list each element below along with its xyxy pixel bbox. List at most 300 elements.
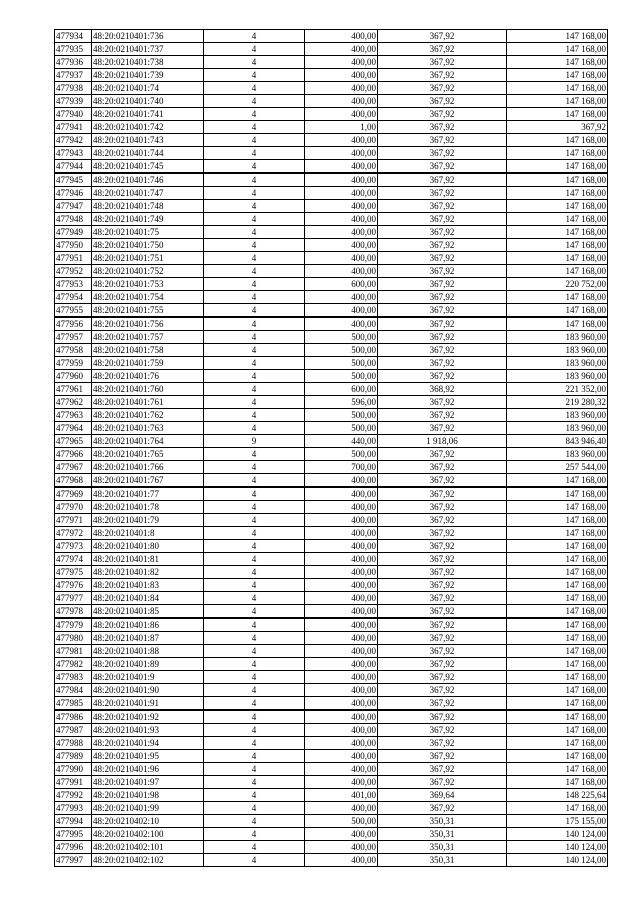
- cadastral-number-cell: 48:20:0210401:746: [92, 173, 204, 187]
- area-cell: 500,00: [305, 331, 378, 344]
- row-id-cell: 477975: [55, 566, 92, 579]
- quarter-cell: 4: [204, 645, 305, 658]
- row-id-cell: 477953: [55, 278, 92, 291]
- cadastral-number-cell: 48:20:0210401:748: [92, 200, 204, 213]
- row-id-cell: 477969: [55, 487, 92, 501]
- row-id-cell: 477980: [55, 632, 92, 645]
- row-id-cell: 477985: [55, 697, 92, 711]
- quarter-cell: 4: [204, 331, 305, 344]
- quarter-cell: 4: [204, 422, 305, 435]
- cadastral-number-cell: 48:20:0210401:765: [92, 448, 204, 461]
- cadastral-number-cell: 48:20:0210401:755: [92, 304, 204, 318]
- unit-price-cell: 367,92: [378, 461, 507, 474]
- unit-price-cell: 367,92: [378, 501, 507, 514]
- row-id-cell: 477984: [55, 684, 92, 697]
- row-id-cell: 477968: [55, 474, 92, 488]
- total-value-cell: 147 168,00: [507, 95, 608, 108]
- area-cell: 500,00: [305, 422, 378, 435]
- quarter-cell: 4: [204, 501, 305, 514]
- unit-price-cell: 367,92: [378, 95, 507, 108]
- row-id-cell: 477991: [55, 776, 92, 789]
- quarter-cell: 4: [204, 789, 305, 802]
- area-cell: 400,00: [305, 592, 378, 605]
- quarter-cell: 4: [204, 854, 305, 867]
- table-row: [55, 605, 608, 619]
- unit-price-cell: 367,92: [378, 252, 507, 265]
- row-id-cell: 477994: [55, 815, 92, 828]
- row-id-cell: 477947: [55, 200, 92, 213]
- row-id-cell: 477964: [55, 422, 92, 435]
- table-row: [55, 684, 608, 697]
- quarter-cell: 4: [204, 737, 305, 750]
- area-cell: 500,00: [305, 815, 378, 828]
- unit-price-cell: 367,92: [378, 121, 507, 134]
- table-row: [55, 278, 608, 291]
- unit-price-cell: 367,92: [378, 710, 507, 724]
- unit-price-cell: 367,92: [378, 409, 507, 422]
- row-id-cell: 477946: [55, 187, 92, 200]
- cadastral-number-cell: 48:20:0210401:96: [92, 763, 204, 776]
- table-row: [55, 226, 608, 239]
- total-value-cell: 843 946,40: [507, 435, 608, 448]
- cadastral-number-cell: 48:20:0210401:83: [92, 579, 204, 592]
- row-id-cell: 477974: [55, 553, 92, 566]
- row-id-cell: 477958: [55, 344, 92, 357]
- area-cell: 400,00: [305, 501, 378, 514]
- quarter-cell: 4: [204, 396, 305, 409]
- quarter-cell: 4: [204, 134, 305, 147]
- table-row: [55, 187, 608, 200]
- quarter-cell: 4: [204, 30, 305, 43]
- total-value-cell: 147 168,00: [507, 187, 608, 200]
- row-id-cell: 477977: [55, 592, 92, 605]
- row-id-cell: 477981: [55, 645, 92, 658]
- total-value-cell: 147 168,00: [507, 750, 608, 763]
- total-value-cell: 147 168,00: [507, 317, 608, 331]
- row-id-cell: 477989: [55, 750, 92, 763]
- table-row: [55, 501, 608, 514]
- area-cell: 400,00: [305, 252, 378, 265]
- table-row: [55, 514, 608, 527]
- quarter-cell: 4: [204, 684, 305, 697]
- table-row: [55, 632, 608, 645]
- unit-price-cell: 367,92: [378, 540, 507, 553]
- row-id-cell: 477942: [55, 134, 92, 147]
- table-row: [55, 213, 608, 226]
- row-id-cell: 477970: [55, 501, 92, 514]
- total-value-cell: 183 960,00: [507, 331, 608, 344]
- unit-price-cell: 367,92: [378, 56, 507, 69]
- quarter-cell: 4: [204, 828, 305, 841]
- area-cell: 400,00: [305, 147, 378, 160]
- table-row: [55, 291, 608, 304]
- unit-price-cell: 367,92: [378, 344, 507, 357]
- total-value-cell: 147 168,00: [507, 763, 608, 776]
- table-row: [55, 854, 608, 867]
- total-value-cell: 257 544,00: [507, 461, 608, 474]
- row-id-cell: 477949: [55, 226, 92, 239]
- quarter-cell: 4: [204, 540, 305, 553]
- cadastral-number-cell: 48:20:0210401:89: [92, 658, 204, 671]
- total-value-cell: 147 168,00: [507, 724, 608, 737]
- quarter-cell: 4: [204, 474, 305, 488]
- cadastral-number-cell: 48:20:0210401:750: [92, 239, 204, 252]
- area-cell: 500,00: [305, 409, 378, 422]
- unit-price-cell: 367,92: [378, 265, 507, 278]
- total-value-cell: 367,92: [507, 121, 608, 134]
- unit-price-cell: 369,64: [378, 789, 507, 802]
- cadastral-number-cell: 48:20:0210401:754: [92, 291, 204, 304]
- quarter-cell: 4: [204, 344, 305, 357]
- total-value-cell: 220 752,00: [507, 278, 608, 291]
- area-cell: 596,00: [305, 396, 378, 409]
- area-cell: 600,00: [305, 278, 378, 291]
- quarter-cell: 4: [204, 226, 305, 239]
- unit-price-cell: 367,92: [378, 69, 507, 82]
- total-value-cell: 183 960,00: [507, 448, 608, 461]
- cadastral-number-cell: 48:20:0210401:766: [92, 461, 204, 474]
- cadastral-number-cell: 48:20:0210401:741: [92, 108, 204, 121]
- area-cell: 500,00: [305, 370, 378, 383]
- area-cell: 400,00: [305, 213, 378, 226]
- area-cell: 440,00: [305, 435, 378, 448]
- cadastral-number-cell: 48:20:0210401:758: [92, 344, 204, 357]
- cadastral-number-cell: 48:20:0210401:88: [92, 645, 204, 658]
- area-cell: 400,00: [305, 553, 378, 566]
- cadastral-number-cell: 48:20:0210401:85: [92, 605, 204, 619]
- quarter-cell: 4: [204, 763, 305, 776]
- total-value-cell: 147 168,00: [507, 56, 608, 69]
- unit-price-cell: 350,31: [378, 854, 507, 867]
- total-value-cell: 147 168,00: [507, 291, 608, 304]
- unit-price-cell: 367,92: [378, 226, 507, 239]
- area-cell: 600,00: [305, 383, 378, 396]
- cadastral-number-cell: 48:20:0210401:99: [92, 802, 204, 815]
- total-value-cell: 147 168,00: [507, 213, 608, 226]
- total-value-cell: 147 168,00: [507, 618, 608, 632]
- total-value-cell: 147 168,00: [507, 252, 608, 265]
- table-row: [55, 409, 608, 422]
- table-row: [55, 43, 608, 56]
- cadastral-number-cell: 48:20:0210401:745: [92, 160, 204, 174]
- quarter-cell: 4: [204, 658, 305, 671]
- table-row: [55, 252, 608, 265]
- table-row: [55, 763, 608, 776]
- total-value-cell: 147 168,00: [507, 527, 608, 540]
- table-row: [55, 566, 608, 579]
- unit-price-cell: 367,92: [378, 737, 507, 750]
- table-row: [55, 357, 608, 370]
- quarter-cell: 4: [204, 697, 305, 711]
- cadastral-number-cell: 48:20:0210401:739: [92, 69, 204, 82]
- quarter-cell: 4: [204, 173, 305, 187]
- unit-price-cell: 367,92: [378, 605, 507, 619]
- table-row: [55, 69, 608, 82]
- area-cell: 400,00: [305, 82, 378, 95]
- cadastral-number-cell: 48:20:0210401:738: [92, 56, 204, 69]
- row-id-cell: 477986: [55, 710, 92, 724]
- total-value-cell: 175 155,00: [507, 815, 608, 828]
- row-id-cell: 477983: [55, 671, 92, 684]
- area-cell: 400,00: [305, 776, 378, 789]
- table-row: [55, 56, 608, 69]
- total-value-cell: 147 168,00: [507, 69, 608, 82]
- row-id-cell: 477960: [55, 370, 92, 383]
- row-id-cell: 477934: [55, 30, 92, 43]
- table-row: [55, 422, 608, 435]
- area-cell: 500,00: [305, 448, 378, 461]
- total-value-cell: 147 168,00: [507, 265, 608, 278]
- quarter-cell: 4: [204, 95, 305, 108]
- quarter-cell: 4: [204, 618, 305, 632]
- area-cell: 400,00: [305, 69, 378, 82]
- cadastral-number-cell: 48:20:0210401:756: [92, 317, 204, 331]
- row-id-cell: 477967: [55, 461, 92, 474]
- total-value-cell: 147 168,00: [507, 566, 608, 579]
- table-row: [55, 95, 608, 108]
- area-cell: 400,00: [305, 854, 378, 867]
- area-cell: 400,00: [305, 200, 378, 213]
- table-row: [55, 239, 608, 252]
- table-row: [55, 147, 608, 160]
- quarter-cell: 4: [204, 605, 305, 619]
- table-row: [55, 108, 608, 121]
- total-value-cell: 147 168,00: [507, 200, 608, 213]
- total-value-cell: 147 168,00: [507, 540, 608, 553]
- quarter-cell: 4: [204, 265, 305, 278]
- total-value-cell: 147 168,00: [507, 553, 608, 566]
- row-id-cell: 477987: [55, 724, 92, 737]
- cadastral-number-cell: 48:20:0210401:743: [92, 134, 204, 147]
- quarter-cell: 4: [204, 56, 305, 69]
- total-value-cell: 147 168,00: [507, 239, 608, 252]
- area-cell: 500,00: [305, 357, 378, 370]
- area-cell: 400,00: [305, 173, 378, 187]
- quarter-cell: 4: [204, 409, 305, 422]
- area-cell: 400,00: [305, 645, 378, 658]
- unit-price-cell: 350,31: [378, 841, 507, 854]
- quarter-cell: 4: [204, 200, 305, 213]
- table-row: [55, 200, 608, 213]
- unit-price-cell: 367,92: [378, 173, 507, 187]
- quarter-cell: 4: [204, 461, 305, 474]
- total-value-cell: 147 168,00: [507, 645, 608, 658]
- table-row: [55, 435, 608, 448]
- quarter-cell: 4: [204, 147, 305, 160]
- cadastral-number-cell: 48:20:0210401:82: [92, 566, 204, 579]
- table-row: [55, 527, 608, 540]
- cadastral-number-cell: 48:20:0210401:8: [92, 527, 204, 540]
- quarter-cell: 4: [204, 82, 305, 95]
- total-value-cell: 147 168,00: [507, 501, 608, 514]
- total-value-cell: 147 168,00: [507, 30, 608, 43]
- unit-price-cell: 367,92: [378, 697, 507, 711]
- cadastral-number-cell: 48:20:0210401:78: [92, 501, 204, 514]
- cadastral-number-cell: 48:20:0210401:737: [92, 43, 204, 56]
- row-id-cell: 477957: [55, 331, 92, 344]
- unit-price-cell: 367,92: [378, 304, 507, 318]
- unit-price-cell: 367,92: [378, 108, 507, 121]
- total-value-cell: 147 168,00: [507, 226, 608, 239]
- quarter-cell: 4: [204, 448, 305, 461]
- row-id-cell: 477944: [55, 160, 92, 174]
- quarter-cell: 4: [204, 291, 305, 304]
- table-row: [55, 592, 608, 605]
- quarter-cell: 4: [204, 776, 305, 789]
- total-value-cell: 147 168,00: [507, 632, 608, 645]
- row-id-cell: 477963: [55, 409, 92, 422]
- total-value-cell: 147 168,00: [507, 160, 608, 174]
- table-row: [55, 658, 608, 671]
- unit-price-cell: 367,92: [378, 776, 507, 789]
- total-value-cell: 183 960,00: [507, 370, 608, 383]
- table-row: [55, 331, 608, 344]
- row-id-cell: 477950: [55, 239, 92, 252]
- cadastral-number-cell: 48:20:0210401:84: [92, 592, 204, 605]
- quarter-cell: 4: [204, 553, 305, 566]
- area-cell: 400,00: [305, 304, 378, 318]
- cadastral-number-cell: 48:20:0210401:740: [92, 95, 204, 108]
- table-row: [55, 540, 608, 553]
- unit-price-cell: 367,92: [378, 671, 507, 684]
- row-id-cell: 477993: [55, 802, 92, 815]
- table-row: [55, 173, 608, 187]
- table-row: [55, 750, 608, 763]
- row-id-cell: 477955: [55, 304, 92, 318]
- table-row: [55, 461, 608, 474]
- unit-price-cell: 367,92: [378, 684, 507, 697]
- area-cell: 400,00: [305, 566, 378, 579]
- table-row: [55, 396, 608, 409]
- row-id-cell: 477936: [55, 56, 92, 69]
- area-cell: 400,00: [305, 317, 378, 331]
- table-row: [55, 160, 608, 174]
- unit-price-cell: 367,92: [378, 632, 507, 645]
- area-cell: 400,00: [305, 30, 378, 43]
- total-value-cell: 148 225,64: [507, 789, 608, 802]
- area-cell: 400,00: [305, 514, 378, 527]
- cadastral-number-cell: 48:20:0210401:98: [92, 789, 204, 802]
- quarter-cell: 4: [204, 69, 305, 82]
- quarter-cell: 9: [204, 435, 305, 448]
- row-id-cell: 477959: [55, 357, 92, 370]
- row-id-cell: 477941: [55, 121, 92, 134]
- area-cell: 400,00: [305, 474, 378, 488]
- total-value-cell: 147 168,00: [507, 82, 608, 95]
- area-cell: 400,00: [305, 239, 378, 252]
- area-cell: 400,00: [305, 632, 378, 645]
- quarter-cell: 4: [204, 383, 305, 396]
- table-row: [55, 317, 608, 331]
- table-body: [55, 30, 608, 867]
- cadastral-number-cell: 48:20:0210401:757: [92, 331, 204, 344]
- unit-price-cell: 367,92: [378, 187, 507, 200]
- row-id-cell: 477966: [55, 448, 92, 461]
- unit-price-cell: 350,31: [378, 815, 507, 828]
- unit-price-cell: 367,92: [378, 448, 507, 461]
- cadastral-number-cell: 48:20:0210401:767: [92, 474, 204, 488]
- total-value-cell: 183 960,00: [507, 409, 608, 422]
- unit-price-cell: 367,92: [378, 658, 507, 671]
- total-value-cell: 147 168,00: [507, 304, 608, 318]
- area-cell: 400,00: [305, 605, 378, 619]
- row-id-cell: 477992: [55, 789, 92, 802]
- quarter-cell: 4: [204, 317, 305, 331]
- cadastral-number-cell: 48:20:0210401:744: [92, 147, 204, 160]
- cadastral-number-cell: 48:20:0210401:764: [92, 435, 204, 448]
- quarter-cell: 4: [204, 815, 305, 828]
- cadastral-number-cell: 48:20:0210401:77: [92, 487, 204, 501]
- quarter-cell: 4: [204, 710, 305, 724]
- area-cell: 1,00: [305, 121, 378, 134]
- row-id-cell: 477943: [55, 147, 92, 160]
- cadastral-number-cell: 48:20:0210401:91: [92, 697, 204, 711]
- area-cell: 400,00: [305, 579, 378, 592]
- cadastral-number-cell: 48:20:0210401:87: [92, 632, 204, 645]
- unit-price-cell: 367,92: [378, 474, 507, 488]
- unit-price-cell: 367,92: [378, 750, 507, 763]
- total-value-cell: 140 124,00: [507, 841, 608, 854]
- total-value-cell: 147 168,00: [507, 684, 608, 697]
- row-id-cell: 477961: [55, 383, 92, 396]
- quarter-cell: 4: [204, 278, 305, 291]
- table-row: [55, 82, 608, 95]
- area-cell: 400,00: [305, 187, 378, 200]
- quarter-cell: 4: [204, 841, 305, 854]
- area-cell: 400,00: [305, 95, 378, 108]
- table-row: [55, 474, 608, 488]
- total-value-cell: 147 168,00: [507, 474, 608, 488]
- cadastral-number-cell: 48:20:0210401:74: [92, 82, 204, 95]
- table-row: [55, 618, 608, 632]
- unit-price-cell: 367,92: [378, 396, 507, 409]
- quarter-cell: 4: [204, 750, 305, 763]
- unit-price-cell: 367,92: [378, 278, 507, 291]
- cadastral-number-cell: 48:20:0210401:763: [92, 422, 204, 435]
- area-cell: 700,00: [305, 461, 378, 474]
- total-value-cell: 147 168,00: [507, 487, 608, 501]
- total-value-cell: 147 168,00: [507, 605, 608, 619]
- quarter-cell: 4: [204, 357, 305, 370]
- total-value-cell: 147 168,00: [507, 43, 608, 56]
- total-value-cell: 147 168,00: [507, 671, 608, 684]
- quarter-cell: 4: [204, 527, 305, 540]
- unit-price-cell: 367,92: [378, 566, 507, 579]
- unit-price-cell: 367,92: [378, 30, 507, 43]
- unit-price-cell: 367,92: [378, 802, 507, 815]
- area-cell: 400,00: [305, 802, 378, 815]
- total-value-cell: 140 124,00: [507, 828, 608, 841]
- unit-price-cell: 367,92: [378, 317, 507, 331]
- cadastral-number-cell: 48:20:0210401:753: [92, 278, 204, 291]
- cadastral-number-cell: 48:20:0210402:101: [92, 841, 204, 854]
- quarter-cell: 4: [204, 304, 305, 318]
- quarter-cell: 4: [204, 252, 305, 265]
- total-value-cell: 147 168,00: [507, 147, 608, 160]
- row-id-cell: 477948: [55, 213, 92, 226]
- unit-price-cell: 367,92: [378, 370, 507, 383]
- row-id-cell: 477976: [55, 579, 92, 592]
- table-row: [55, 710, 608, 724]
- area-cell: 400,00: [305, 763, 378, 776]
- area-cell: 400,00: [305, 134, 378, 147]
- quarter-cell: 4: [204, 592, 305, 605]
- total-value-cell: 147 168,00: [507, 776, 608, 789]
- unit-price-cell: 350,31: [378, 828, 507, 841]
- quarter-cell: 4: [204, 514, 305, 527]
- unit-price-cell: 367,92: [378, 645, 507, 658]
- cadastral-number-cell: 48:20:0210401:79: [92, 514, 204, 527]
